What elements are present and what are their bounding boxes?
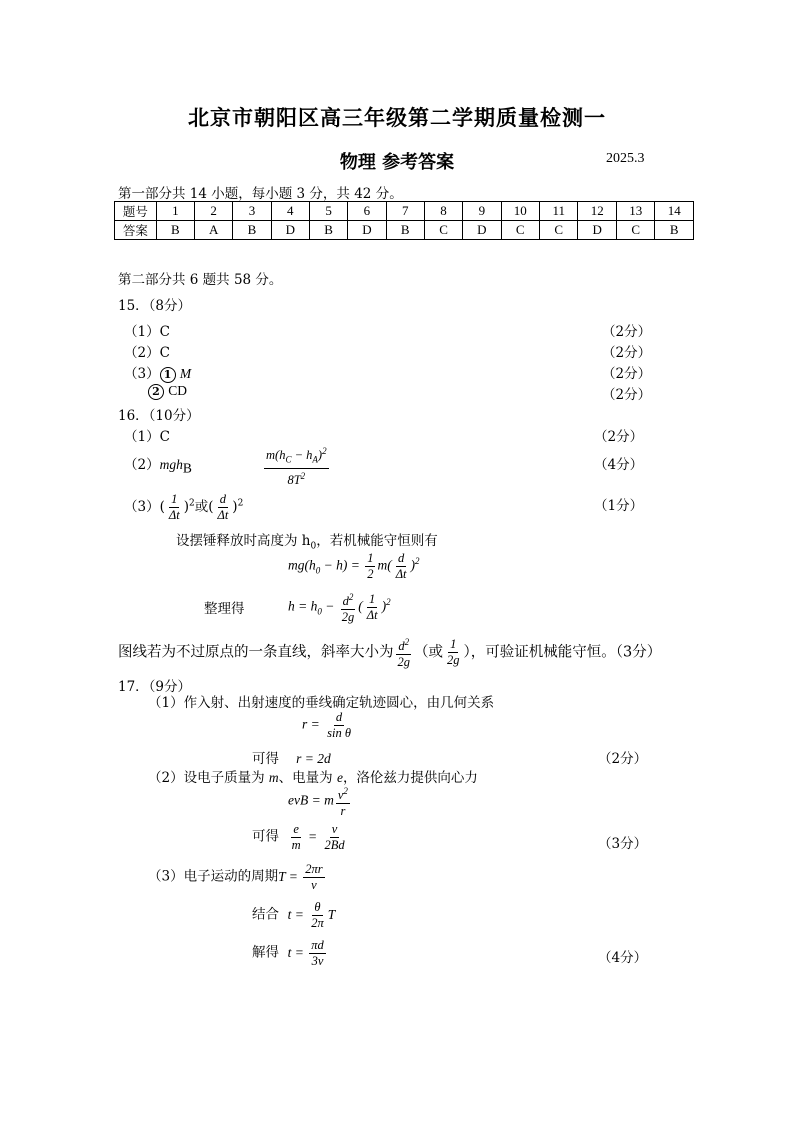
eq1-sq: 2 [415, 556, 420, 567]
setup-text-2: ，若机械能守恒则有 [316, 533, 438, 549]
question-number: 7 [386, 202, 424, 221]
answer-cell: B [309, 221, 347, 240]
concl-one: 1 [450, 637, 457, 652]
comb-label: 结合 [252, 906, 279, 923]
eq1-close: ) [410, 557, 416, 573]
r-eq: r = [302, 716, 324, 732]
setup-text: 设摆锤释放时高度为 h [176, 533, 311, 549]
s2-c: ，洛伦兹力提供向心力 [342, 770, 478, 786]
answer-cell: C [501, 221, 539, 240]
question-number: 5 [309, 202, 347, 221]
q16-conclusion [118, 635, 661, 670]
evb-r: r [340, 804, 346, 819]
comb-2pi: 2π [311, 916, 324, 930]
num-end: ) [317, 448, 323, 463]
page-subtitle: 物理 参考答案 [339, 152, 455, 173]
paren-open: ( [159, 499, 165, 515]
eq1-left: mg(h [288, 557, 316, 573]
eq1-d: d [398, 551, 405, 565]
s2-a: （2）设电子质量为 [148, 770, 269, 786]
den-part: 8T [287, 472, 301, 487]
frac-one: 1 [171, 492, 178, 506]
comb-theta: θ [314, 900, 321, 914]
square-2: 2 [237, 498, 244, 509]
q17-lorentz-eq [288, 784, 352, 819]
answer-table [114, 201, 694, 240]
s2-b: 、电量为 [278, 770, 337, 786]
q15-part1-points: （2分） [602, 324, 652, 340]
eq2-dt: Δt [366, 608, 378, 623]
q15-part2: （2）C [124, 345, 170, 361]
answer-cell: D [463, 221, 501, 240]
question-number: 6 [348, 202, 386, 221]
evb-sup: 2 [343, 786, 348, 796]
eq1-m: m( [377, 557, 392, 573]
evb: evB = m [288, 792, 334, 808]
question-number: 14 [655, 202, 694, 221]
get2-v: v [331, 822, 338, 836]
s3-T: T = [278, 868, 302, 884]
q17-get2 [252, 822, 349, 853]
table-row-numbers [115, 202, 694, 221]
evb-v: v [337, 788, 344, 803]
q16-equation-2 [288, 590, 391, 625]
answer-cell: B [386, 221, 424, 240]
q17-combine [252, 900, 335, 931]
r-num: d [335, 710, 343, 724]
question-number: 12 [578, 202, 616, 221]
q15-part3-points-2: （2分） [602, 387, 652, 403]
square: 2 [188, 498, 195, 509]
q16-part1: （1）C [124, 429, 170, 445]
concl-dsup: 2 [404, 637, 410, 647]
s2-m: m [268, 770, 279, 785]
s2-e: e [336, 770, 343, 785]
setup-sub: 0 [310, 541, 317, 552]
row-label: 题号 [115, 202, 157, 221]
concl-or: （或 [414, 644, 443, 661]
s3-den: v [311, 878, 317, 892]
get2-e: e [293, 822, 299, 836]
q16-part2-points: （4分） [594, 457, 644, 473]
q16-part3-points: （1分） [594, 498, 644, 514]
concl-den-2: 2g [447, 653, 460, 668]
answer-cell: B [233, 221, 271, 240]
answer-cell: B [156, 221, 194, 240]
eq2-open: ( [358, 598, 363, 614]
q15-part3-b [148, 383, 187, 400]
eq1-mid: − h) = [320, 557, 364, 573]
q17-step1-points: （2分） [598, 751, 648, 767]
get1-label: 可得 [252, 751, 279, 767]
q15-part1: （1）C [124, 324, 170, 340]
paren-close-2: ) [232, 499, 238, 515]
q17-step2-points: （3分） [598, 836, 648, 852]
q16-part2-label: （2） [124, 457, 160, 473]
answer-cell: C [540, 221, 578, 240]
formula-mgh: mgh [159, 457, 183, 472]
s3-label: （3）电子运动的周期 [148, 868, 279, 885]
eq1-half-num: 1 [367, 551, 374, 565]
eq2-den: 2g [341, 610, 355, 625]
sol-num: πd [311, 938, 324, 952]
answer-cell: A [195, 221, 233, 240]
q17-step3 [148, 862, 327, 893]
conclusion-b: ），可验证机械能守恒。（3分） [463, 644, 662, 661]
part1-intro: 第一部分共 14 小题，每小题 3 分，共 42 分。 [118, 186, 403, 202]
sol-eq: t = [287, 944, 308, 960]
subscript-b: B [182, 460, 192, 476]
sub-a: A [312, 454, 318, 465]
question-number: 8 [424, 202, 462, 221]
answer-cell: C [424, 221, 462, 240]
q17-solve [252, 938, 328, 969]
get2-label: 可得 [252, 828, 279, 845]
conclusion-a: 图线若为不过原点的一条直线，斜率大小为 [118, 644, 394, 661]
question-number: 9 [463, 202, 501, 221]
circled-number-2: 2 [148, 384, 164, 400]
get2-eq: = [304, 828, 321, 844]
q17-step2 [148, 766, 478, 786]
or-text: 或 [194, 499, 209, 515]
eq2-left: h = h [288, 598, 318, 614]
q16-part3-label: （3） [124, 499, 160, 515]
paren-close: ) [183, 499, 189, 515]
num-sup: 2 [322, 446, 327, 456]
frac-dt: Δt [168, 508, 180, 522]
question-number: 4 [271, 202, 309, 221]
get1-eq: r = 2d [296, 751, 331, 766]
sol-label: 解得 [252, 944, 279, 961]
question-number: 11 [540, 202, 578, 221]
question-number: 13 [616, 202, 654, 221]
get2-m: m [291, 838, 301, 852]
eq1-dt: Δt [395, 567, 407, 581]
get2-2bd: 2Bd [324, 838, 345, 852]
frac-d: d [219, 492, 227, 506]
circled-number-1: 1 [160, 367, 176, 383]
q16-organize-label: 整理得 [204, 601, 245, 617]
comb-T: T [327, 906, 336, 922]
frac-dt-2: Δt [217, 508, 229, 522]
q16-part2-prefix [124, 453, 192, 477]
concl-den: 2g [397, 655, 410, 670]
num-part: m(h [266, 448, 286, 463]
q16-part1-points: （2分） [594, 429, 644, 445]
eq2-d: d [342, 594, 349, 609]
question-number: 1 [156, 202, 194, 221]
q16-heading: 16．（10分） [118, 408, 200, 424]
q17-step1: （1）作入射、出射速度的垂线确定轨迹圆心，由几何关系 [148, 695, 495, 711]
num-mid: − h [291, 448, 313, 463]
question-number: 10 [501, 202, 539, 221]
q15-part3-prefix: （3） [124, 366, 160, 382]
q16-equation-1 [288, 551, 420, 582]
eq2-close: ) [381, 598, 387, 614]
table-row-answers [115, 221, 694, 240]
q15-part3-points-1: （2分） [602, 366, 652, 382]
q17-get1 [252, 747, 331, 767]
q17-step3-points: （4分） [598, 950, 648, 966]
eq2-dsup: 2 [348, 592, 354, 602]
answer-cell: D [271, 221, 309, 240]
q15-part3-answer-2: CD [168, 383, 188, 398]
q16-part2-fraction [262, 444, 331, 488]
question-number: 2 [195, 202, 233, 221]
q15-part3 [124, 362, 191, 383]
paren-open-2: ( [208, 499, 214, 515]
q17-heading: 17．（9分） [118, 679, 192, 695]
eq1-sub: 0 [315, 565, 321, 576]
answer-cell: D [578, 221, 616, 240]
q17-radius-eq [302, 710, 355, 741]
answer-cell: C [616, 221, 654, 240]
sol-den: 3v [311, 954, 324, 968]
s3-num: 2πr [305, 862, 323, 876]
r-den: sin θ [327, 726, 351, 740]
eq2-one: 1 [369, 592, 376, 607]
q15-heading: 15．（8分） [118, 298, 192, 314]
eq2-sub: 0 [317, 606, 322, 617]
q15-part3-answer-1: M [179, 366, 192, 381]
part2-intro: 第二部分共 6 题共 58 分。 [118, 272, 283, 288]
question-number: 3 [233, 202, 271, 221]
q16-part3-formula [124, 492, 243, 523]
q16-setup [176, 529, 438, 552]
page-title: 北京市朝阳区高三年级第二学期质量检测一 [188, 105, 606, 130]
sub-c: C [285, 454, 292, 465]
den-sup: 2 [300, 470, 306, 481]
exam-date: 2025.3 [606, 151, 645, 166]
eq1-half-den: 2 [367, 567, 374, 581]
concl-d: d [398, 639, 405, 654]
comb-eq: t = [287, 906, 308, 922]
row-label: 答案 [115, 221, 157, 240]
eq2-minus: − [321, 598, 338, 614]
answer-cell: B [655, 221, 694, 240]
eq2-sq: 2 [386, 597, 391, 608]
answer-cell: D [348, 221, 386, 240]
q15-part2-points: （2分） [602, 345, 652, 361]
